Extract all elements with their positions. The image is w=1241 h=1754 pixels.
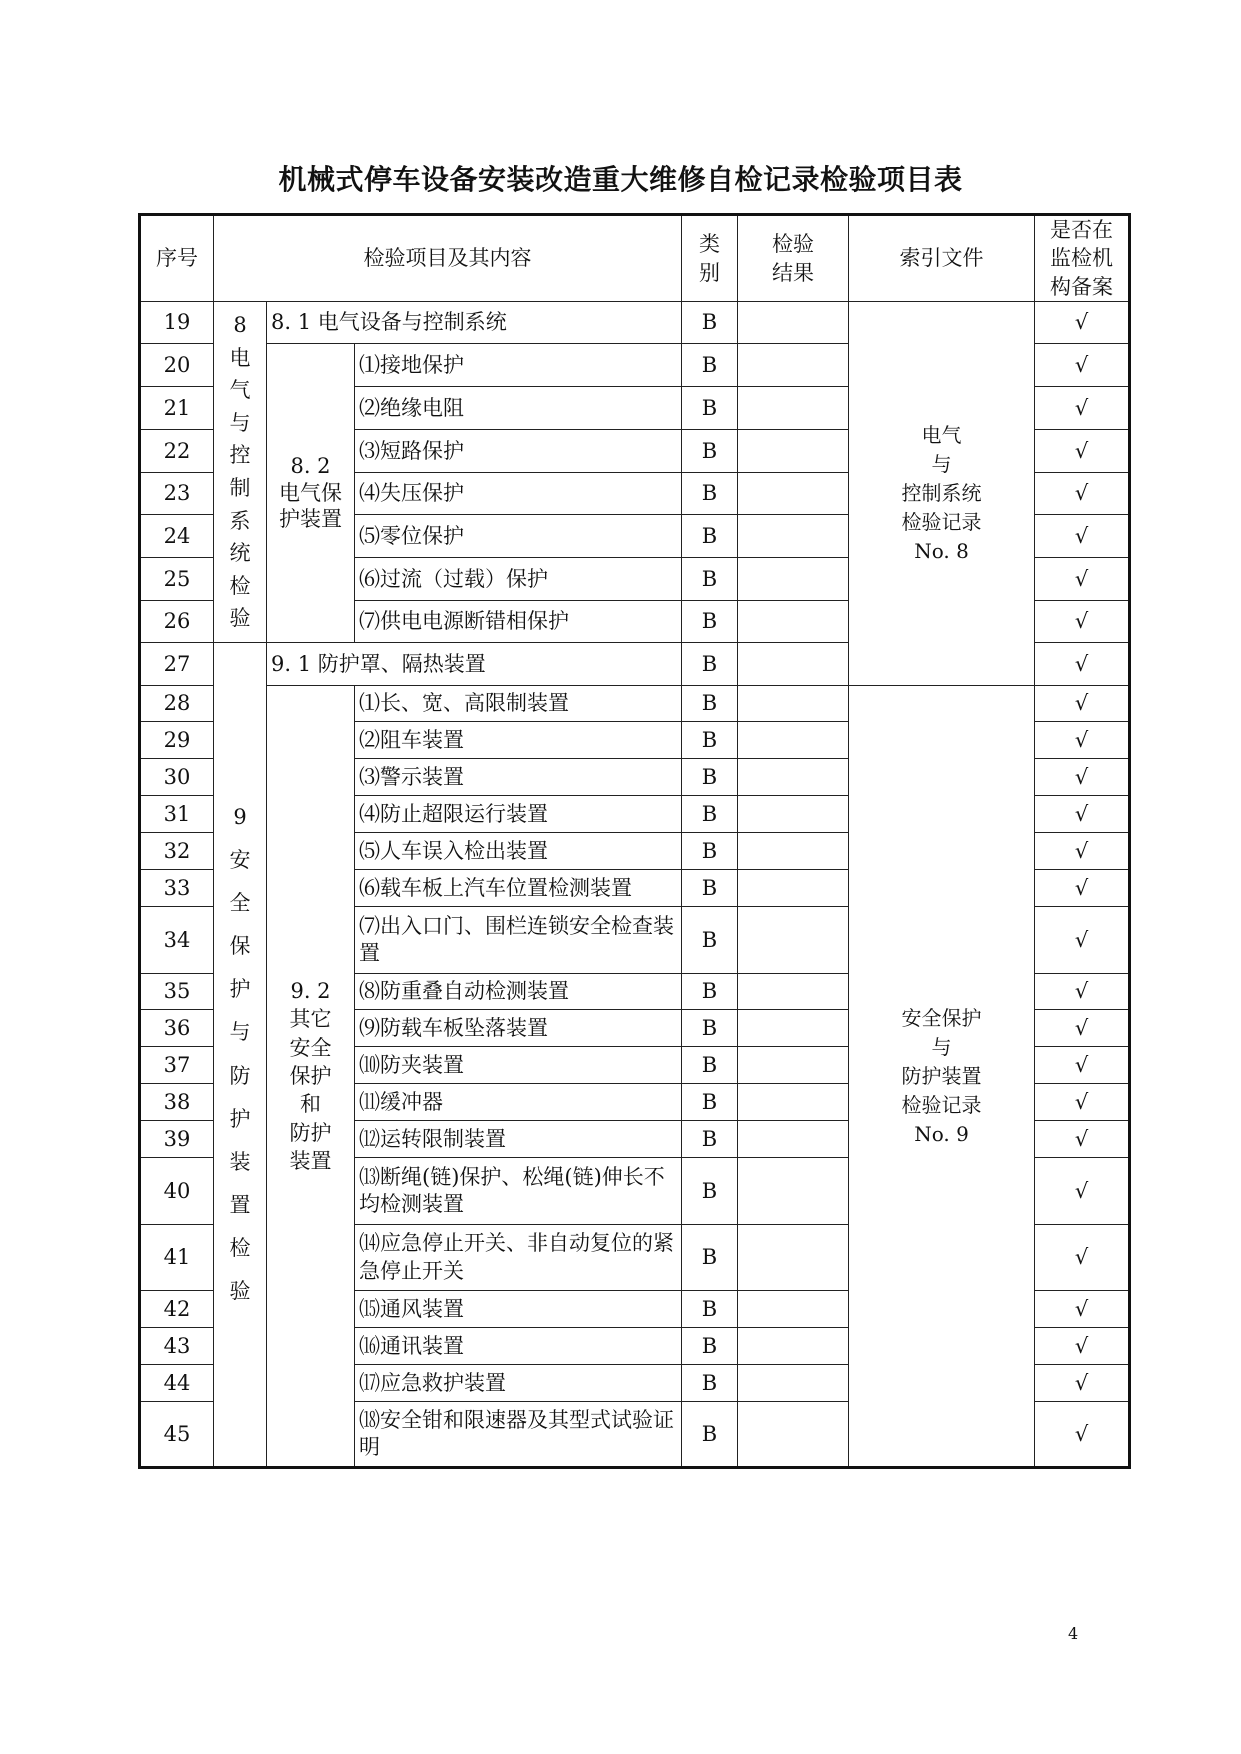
group9-sub92-text: 9. 2 其它 安全 保护 和 防护 装置 — [289, 978, 332, 1173]
row-item: ⑽防夹装置 — [355, 1047, 682, 1084]
row-item: ⑻防重叠自动检测装置 — [355, 974, 682, 1010]
group8-main-text: 8 电 气 与 控 制 系 统 检 验 — [229, 313, 251, 631]
row-number: 19 — [140, 302, 214, 344]
row-number: 21 — [140, 387, 214, 430]
page-title: 机械式停车设备安装改造重大维修自检记录检验项目表 — [278, 163, 963, 196]
row-category: B — [682, 473, 738, 515]
header-result: 检验 结果 — [738, 215, 849, 302]
row-item: ⑶短路保护 — [355, 430, 682, 473]
row-result-input[interactable] — [738, 1291, 849, 1328]
row-category: B — [682, 1365, 738, 1402]
row-category: B — [682, 558, 738, 601]
header-category: 类 别 — [682, 215, 738, 302]
row-number: 29 — [140, 722, 214, 759]
row-item: 9. 1 防护罩、隔热装置 — [267, 643, 682, 686]
page-number: 4 — [1068, 1624, 1079, 1643]
row-category: B — [682, 796, 738, 833]
row-item: ⑴接地保护 — [355, 344, 682, 387]
row-result-input[interactable] — [738, 643, 849, 686]
row-result-input[interactable] — [738, 833, 849, 870]
group9-main-label — [214, 643, 267, 1468]
header-seq: 序号 — [140, 215, 214, 302]
row-category: B — [682, 870, 738, 907]
check-mark-icon: √ — [1035, 796, 1130, 833]
row-item: ⑾缓冲器 — [355, 1084, 682, 1121]
row-category: B — [682, 1047, 738, 1084]
row-number: 45 — [140, 1402, 214, 1468]
group8-ref-doc — [849, 302, 1035, 686]
row-number: 27 — [140, 643, 214, 686]
row-item: ⒁应急停止开关、非自动复位的紧急停止开关 — [355, 1225, 682, 1291]
row-result-input[interactable] — [738, 870, 849, 907]
check-mark-icon: √ — [1035, 759, 1130, 796]
group9-ref-text: 安全保护 与 防护装置 检验记录 No. 9 — [901, 1005, 982, 1146]
row-category: B — [682, 1084, 738, 1121]
row-item: ⑿运转限制装置 — [355, 1121, 682, 1158]
row-number: 25 — [140, 558, 214, 601]
row-result-input[interactable] — [738, 686, 849, 722]
header-filed: 是否在 监检机 构备案 — [1035, 215, 1130, 302]
row-item: ⑵阻车装置 — [355, 722, 682, 759]
check-mark-icon: √ — [1035, 1121, 1130, 1158]
row-result-input[interactable] — [738, 473, 849, 515]
check-mark-icon: √ — [1035, 1225, 1130, 1291]
group8-ref-text: 电气 与 控制系统 检验记录 No. 8 — [901, 423, 982, 564]
row-category: B — [682, 1158, 738, 1225]
row-result-input[interactable] — [738, 1121, 849, 1158]
row-result-input[interactable] — [738, 430, 849, 473]
row-item: ⑸零位保护 — [355, 515, 682, 558]
check-mark-icon: √ — [1035, 833, 1130, 870]
row-result-input[interactable] — [738, 387, 849, 430]
row-category: B — [682, 1225, 738, 1291]
row-result-input[interactable] — [738, 302, 849, 344]
row-number: 43 — [140, 1328, 214, 1365]
row-item: 8. 1 电气设备与控制系统 — [267, 302, 682, 344]
row-result-input[interactable] — [738, 344, 849, 387]
row-number: 31 — [140, 796, 214, 833]
row-category: B — [682, 1291, 738, 1328]
check-mark-icon: √ — [1035, 974, 1130, 1010]
row-category: B — [682, 974, 738, 1010]
check-mark-icon: √ — [1035, 1365, 1130, 1402]
check-mark-icon: √ — [1035, 1084, 1130, 1121]
row-item: ⑴长、宽、高限制装置 — [355, 686, 682, 722]
row-category: B — [682, 430, 738, 473]
row-item: ⑸人车误入检出装置 — [355, 833, 682, 870]
header-ref: 索引文件 — [849, 215, 1035, 302]
row-number: 22 — [140, 430, 214, 473]
row-number: 24 — [140, 515, 214, 558]
row-number: 41 — [140, 1225, 214, 1291]
header-item: 检验项目及其内容 — [214, 215, 682, 302]
check-mark-icon: √ — [1035, 686, 1130, 722]
row-item: ⒄应急救护装置 — [355, 1365, 682, 1402]
group8-main-label — [214, 302, 267, 643]
row-category: B — [682, 833, 738, 870]
check-mark-icon: √ — [1035, 430, 1130, 473]
table-header-row — [140, 215, 1130, 302]
row-category: B — [682, 759, 738, 796]
row-item: ⒂通风装置 — [355, 1291, 682, 1328]
row-result-input[interactable] — [738, 515, 849, 558]
row-number: 35 — [140, 974, 214, 1010]
row-number: 28 — [140, 686, 214, 722]
row-category: B — [682, 1121, 738, 1158]
check-mark-icon: √ — [1035, 601, 1130, 643]
row-number: 44 — [140, 1365, 214, 1402]
inspection-table — [138, 213, 1131, 1469]
row-number: 38 — [140, 1084, 214, 1121]
row-item: ⒃通讯装置 — [355, 1328, 682, 1365]
check-mark-icon: √ — [1035, 387, 1130, 430]
row-number: 32 — [140, 833, 214, 870]
row-item: ⒅安全钳和限速器及其型式试验证明 — [355, 1402, 682, 1468]
row-number: 23 — [140, 473, 214, 515]
check-mark-icon: √ — [1035, 643, 1130, 686]
check-mark-icon: √ — [1035, 907, 1130, 974]
row-number: 34 — [140, 907, 214, 974]
row-category: B — [682, 1328, 738, 1365]
row-category: B — [682, 1402, 738, 1468]
row-category: B — [682, 643, 738, 686]
row-category: B — [682, 907, 738, 974]
row-category: B — [682, 1010, 738, 1047]
row-item: ⑼防载车板坠落装置 — [355, 1010, 682, 1047]
group8-sub82-text: 8. 2 电气保 护装置 — [279, 453, 342, 532]
row-item: ⑺供电电源断错相保护 — [355, 601, 682, 643]
check-mark-icon: √ — [1035, 302, 1130, 344]
row-result-input[interactable] — [738, 558, 849, 601]
row-item: ⑹载车板上汽车位置检测装置 — [355, 870, 682, 907]
row-result-input[interactable] — [738, 1158, 849, 1225]
row-result-input[interactable] — [738, 601, 849, 643]
row-item: ⑶警示装置 — [355, 759, 682, 796]
check-mark-icon: √ — [1035, 344, 1130, 387]
row-item: ⑹过流（过载）保护 — [355, 558, 682, 601]
table-row — [140, 686, 1130, 722]
row-result-input[interactable] — [738, 722, 849, 759]
row-result-input[interactable] — [738, 1047, 849, 1084]
check-mark-icon: √ — [1035, 1328, 1130, 1365]
check-mark-icon: √ — [1035, 1047, 1130, 1084]
row-item: ⒀断绳(链)保护、松绳(链)伸长不均检测装置 — [355, 1158, 682, 1225]
row-result-input[interactable] — [738, 1402, 849, 1468]
table-row — [140, 302, 1130, 344]
check-mark-icon: √ — [1035, 1010, 1130, 1047]
row-item: ⑷失压保护 — [355, 473, 682, 515]
row-category: B — [682, 302, 738, 344]
row-result-input[interactable] — [738, 1010, 849, 1047]
check-mark-icon: √ — [1035, 558, 1130, 601]
check-mark-icon: √ — [1035, 515, 1130, 558]
row-category: B — [682, 515, 738, 558]
row-number: 20 — [140, 344, 214, 387]
group8-sub82-label — [267, 344, 355, 643]
row-number: 33 — [140, 870, 214, 907]
row-result-input[interactable] — [738, 1365, 849, 1402]
check-mark-icon: √ — [1035, 1158, 1130, 1225]
row-number: 37 — [140, 1047, 214, 1084]
row-result-input[interactable] — [738, 759, 849, 796]
row-result-input[interactable] — [738, 1225, 849, 1291]
row-number: 30 — [140, 759, 214, 796]
row-item: ⑺出入口门、围栏连锁安全检查装置 — [355, 907, 682, 974]
row-number: 26 — [140, 601, 214, 643]
row-category: B — [682, 387, 738, 430]
row-result-input[interactable] — [738, 796, 849, 833]
check-mark-icon: √ — [1035, 870, 1130, 907]
row-number: 39 — [140, 1121, 214, 1158]
check-mark-icon: √ — [1035, 722, 1130, 759]
check-mark-icon: √ — [1035, 1291, 1130, 1328]
check-mark-icon: √ — [1035, 1402, 1130, 1468]
group9-main-text: 9 安 全 保 护 与 防 护 装 置 检 验 — [229, 805, 251, 1303]
group9-ref-doc — [849, 686, 1035, 1468]
row-number: 42 — [140, 1291, 214, 1328]
row-category: B — [682, 686, 738, 722]
row-category: B — [682, 344, 738, 387]
group9-sub92-label — [267, 686, 355, 1468]
row-result-input[interactable] — [738, 974, 849, 1010]
row-item: ⑵绝缘电阻 — [355, 387, 682, 430]
row-item: ⑷防止超限运行装置 — [355, 796, 682, 833]
row-result-input[interactable] — [738, 1084, 849, 1121]
row-result-input[interactable] — [738, 907, 849, 974]
check-mark-icon: √ — [1035, 473, 1130, 515]
row-category: B — [682, 722, 738, 759]
row-category: B — [682, 601, 738, 643]
row-result-input[interactable] — [738, 1328, 849, 1365]
row-number: 40 — [140, 1158, 214, 1225]
row-number: 36 — [140, 1010, 214, 1047]
